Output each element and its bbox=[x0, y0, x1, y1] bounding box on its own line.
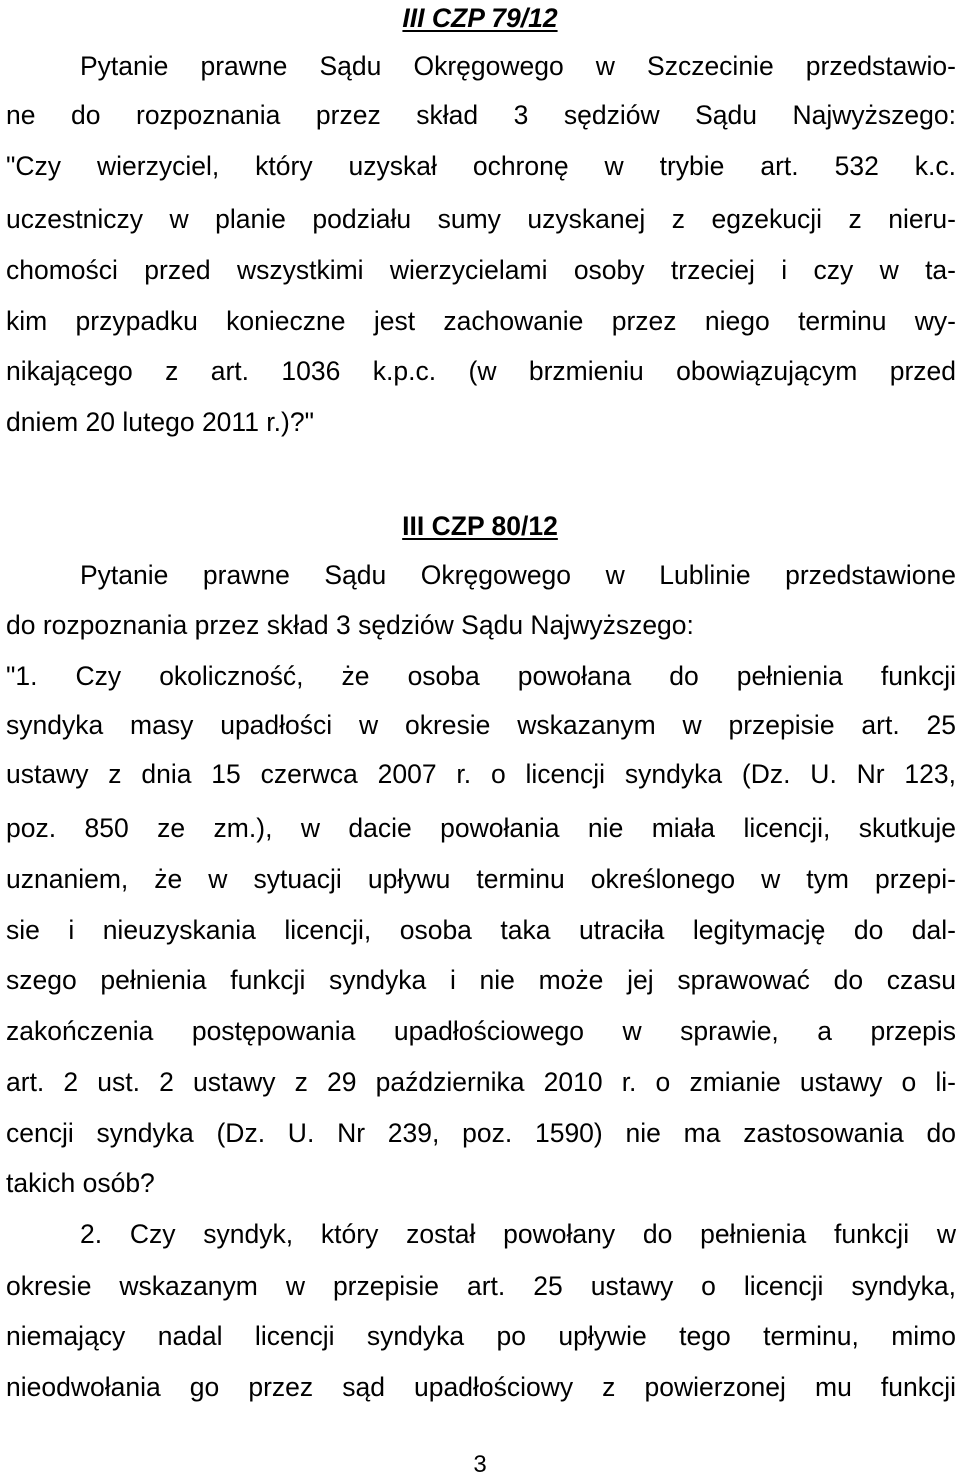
case-heading-1: III CZP 79/12 bbox=[402, 3, 558, 33]
question-line: syndyka masy upadłości w okresie wskazanym w przepisie art. 25 bbox=[6, 710, 956, 740]
question-line: 2. Czy syndyk, który został powołany do pełnienia funkcji w bbox=[80, 1219, 956, 1249]
question-line: art. 2 ust. 2 ustawy z 29 października 2010 r. o zmianie ustawy o li- bbox=[6, 1067, 956, 1097]
question-line: dniem 20 lutego 2011 r.)?" bbox=[6, 407, 314, 437]
intro-line: ne do rozpoznania przez skład 3 sędziów Sądu Najwyższego: bbox=[6, 100, 956, 130]
question-line: "1. Czy okoliczność, że osoba powołana do pełnienia funkcji bbox=[6, 661, 956, 691]
page-number: 3 bbox=[473, 1451, 487, 1478]
question-line: takich osób? bbox=[6, 1168, 155, 1198]
question-line: poz. 850 ze zm.), w dacie powołania nie miała licencji, skutkuje bbox=[6, 813, 956, 843]
case-heading-2: III CZP 80/12 bbox=[402, 511, 558, 541]
intro-line: do rozpoznania przez skład 3 sędziów Sądu Najwyższego: bbox=[6, 610, 694, 640]
question-line: nieodwołania go przez sąd upadłościowy z powierzonej mu funkcji bbox=[6, 1372, 956, 1402]
question-line: sie i nieuzyskania licencji, osoba taka utraciła legitymację do dal- bbox=[6, 915, 956, 945]
question-line: kim przypadku konieczne jest zachowanie przez niego terminu wy- bbox=[6, 306, 956, 336]
question-line: ustawy z dnia 15 czerwca 2007 r. o licencji syndyka (Dz. U. Nr 123, bbox=[6, 759, 956, 789]
intro-line: Pytanie prawne Sądu Okręgowego w Lublinie przedstawione bbox=[80, 560, 956, 590]
question-line: "Czy wierzyciel, który uzyskał ochronę w trybie art. 532 k.c. bbox=[6, 151, 956, 181]
question-line: niemający nadal licencji syndyka po upływie tego terminu, mimo bbox=[6, 1321, 956, 1351]
question-line: uczestniczy w planie podziału sumy uzyskanej z egzekucji z nieru- bbox=[6, 204, 956, 234]
question-line: chomości przed wszystkimi wierzycielami osoby trzeciej i czy w ta- bbox=[6, 255, 956, 285]
question-line: zakończenia postępowania upadłościowego w sprawie, a przepis bbox=[6, 1016, 956, 1046]
question-line: okresie wskazanym w przepisie art. 25 ustawy o licencji syndyka, bbox=[6, 1271, 956, 1301]
intro-line: Pytanie prawne Sądu Okręgowego w Szczecinie przedstawio- bbox=[80, 51, 956, 81]
question-line: cencji syndyka (Dz. U. Nr 239, poz. 1590) nie ma zastosowania do bbox=[6, 1118, 956, 1148]
question-line: szego pełnienia funkcji syndyka i nie może jej sprawować do czasu bbox=[6, 965, 956, 995]
question-line: uznaniem, że w sytuacji upływu terminu określonego w tym przepi- bbox=[6, 864, 956, 894]
question-line: nikającego z art. 1036 k.p.c. (w brzmieniu obowiązującym przed bbox=[6, 356, 956, 386]
